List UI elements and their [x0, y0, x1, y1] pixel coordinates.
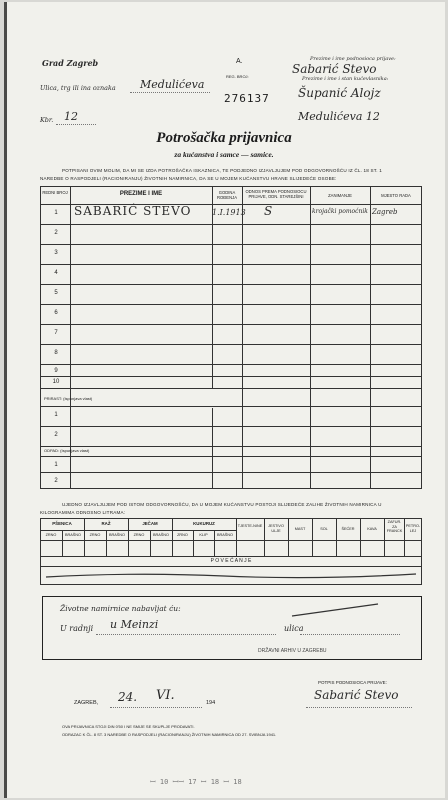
signature-underline [306, 707, 412, 708]
stock-sub: BRAŠNO [64, 533, 82, 537]
odpad-label: ODPAD: (Ispunjava vlast) [44, 448, 90, 453]
row-number: 3 [54, 250, 58, 256]
col-name: PREZIME I IME [119, 191, 163, 197]
row-number: 2 [54, 230, 58, 236]
archive-stamp: DRŽAVNI ARHIV U ZAGREBU [258, 648, 327, 654]
purchase-stroke [290, 600, 380, 620]
row-number: 5 [54, 290, 58, 296]
reg-label: REG. BROJ: [226, 74, 249, 79]
stock-sub: BRAŠNO [216, 533, 234, 537]
stock-other: KAVA [367, 527, 377, 531]
row-number: 6 [54, 310, 58, 316]
stock-other: ZAFUR. ZA FRANCK [386, 520, 403, 533]
person-relation: S [264, 204, 273, 218]
stock-group: RAŽ [101, 521, 111, 526]
col-work: MJESTO RADA [381, 193, 411, 198]
stock-sub: ZRNO [89, 533, 101, 537]
odpad-row-number: 1 [54, 462, 58, 468]
stock-sub: BRAŠNO [108, 533, 126, 537]
city-label: Grad Zagreb [42, 58, 99, 68]
intro-line-1: POTPISANI OVIM MOLIM, DA MI SE IZDA POTROŠAČKA ISKAZNICA, TE PODJEDNO IZJAVLJUJEM POD ODGOVORNOŠĆU IZ ČL. 18 ST. 1 [62, 168, 383, 173]
stock-sub: ZRNO [45, 533, 57, 537]
footer-note-2: ODRAZAC K ČL. 8 ST. 3 NAREDBE O RASPODJELI (RACIONIRANJU) ŽIVOTNIH NAMIRNICA OD 27. SVIBNJA 1941. [62, 732, 277, 737]
date-underline [110, 707, 202, 708]
prirast-row-number: 2 [54, 432, 58, 438]
povecanje-label: P O V E Ć A N J E [210, 558, 252, 564]
row-number: 4 [54, 270, 58, 276]
prirast-row-number: 1 [54, 412, 58, 418]
person-name: SABARIĆ STEVO [74, 204, 192, 218]
purchase-heading: Životne namirnice nabavljat ću: [60, 604, 181, 613]
stock-sub: KLIP [199, 533, 208, 537]
reg-number: 276137 [224, 92, 270, 105]
row-number: 10 [52, 379, 60, 385]
odpad-row-number: 2 [54, 478, 58, 484]
shop-underline [96, 634, 276, 635]
row-number: 1 [54, 210, 58, 216]
stock-handwritten-line [44, 568, 418, 582]
form-title: Potrošačka prijavnica [156, 130, 292, 146]
row-number: 8 [54, 350, 58, 356]
stock-other: JESTIVO ULJE [268, 524, 284, 533]
stock-sub: BRAŠNO [152, 533, 170, 537]
stock-other: PETRO-LEJ [405, 524, 421, 533]
landlord-address: Medulićeva 12 [298, 110, 380, 123]
date-day: 24. [118, 690, 138, 704]
intro-line-2: NAREDBE O RASPODJELI (RACIONIRANJU) ŽIVOTNIH NAMIRNICA, DA SE U MOJEM KUĆANSTVU HRANE SLIJEDEĆE OSOBE: [40, 176, 337, 181]
house-label: Kbr. [40, 116, 54, 124]
prirast-label: PRIRAST: (Ispunjava vlast) [44, 396, 93, 401]
form-subtitle: za kućanstva i samce — samice. [174, 150, 274, 159]
street-value: Medulićeva [140, 78, 205, 91]
house-underline [56, 124, 96, 125]
col-relation: ODNOS PREMA PODNOSIOCU PRIJAVE, ODN. STAREJŠINI [245, 189, 307, 199]
shop-label: U radnji [60, 624, 94, 633]
landlord-label: Prezime i ime i stan kućevlasnika: [302, 76, 389, 82]
footer-note-1: OVA PRIJAVNICA STOJI DIN 0'50 I NE SMIJE SE SKUPLJE PRODAVATI. [62, 724, 195, 729]
stock-group: KUKURUZ [193, 521, 215, 526]
stock-sub: ZRNO [177, 533, 188, 537]
house-value: 12 [64, 110, 78, 123]
date-year: 194 [206, 700, 216, 706]
bottom-code: ꟷ 10 ꟷꟷ 17 ꟷ 18 ꟷ 18 [150, 778, 242, 786]
stock-line-1: UJEDNO IZJAVLJUJEM POD ISTOM ODGOVORNOŠĆU, DA U MOJEM KUĆANSTVU POSTOJI SLIJEDEĆE ZALIHE ŽIVOTNIH NAMIRNICA U [62, 502, 382, 507]
landlord-value: Šupanić Alojz [298, 86, 381, 100]
stock-sub: ZRNO [133, 533, 145, 537]
person-work: Zagreb [372, 208, 398, 216]
applicant-value: Sabarić Stevo [292, 62, 377, 76]
row-number: 7 [54, 330, 58, 336]
col-born: GODINA ROĐENJA [216, 190, 237, 200]
stock-other: TJESTE-NINE [237, 524, 263, 528]
stock-line-2: KILOGRAMIMA ODNOSNO LITRAMA: [40, 510, 126, 515]
signature-label: POTPIS PODNOSIOCA PRIJAVE: [318, 680, 387, 685]
street-label: Ulica, trg ili ina oznaka [40, 84, 116, 92]
section-letter: A. [236, 58, 243, 65]
applicant-label: Prezime i ime podnosioca prijave: [310, 56, 396, 62]
person-job: krojački pomoćnik [312, 208, 368, 215]
col-job: ZANIMANJE [328, 193, 352, 198]
date-month: VI. [156, 688, 175, 703]
stock-other: SOL [320, 527, 328, 531]
col-no: REDNI BROJ [42, 190, 68, 195]
street-underline [130, 92, 210, 93]
stock-group: PŠENICA [52, 521, 72, 526]
street-field-label: ulica [284, 624, 304, 633]
person-born: 1.I.1913 [212, 208, 246, 217]
signature: Sabarić Stevo [314, 688, 399, 702]
footer-place: ZAGREB, [74, 700, 99, 706]
stock-other: ŠEĆER [341, 527, 355, 531]
stock-group: JEČAM [142, 521, 158, 526]
purchase-street-underline [300, 634, 400, 635]
shop-value: u Meinzi [110, 618, 159, 631]
row-number: 9 [54, 368, 58, 374]
stock-other: MAST [294, 527, 306, 531]
